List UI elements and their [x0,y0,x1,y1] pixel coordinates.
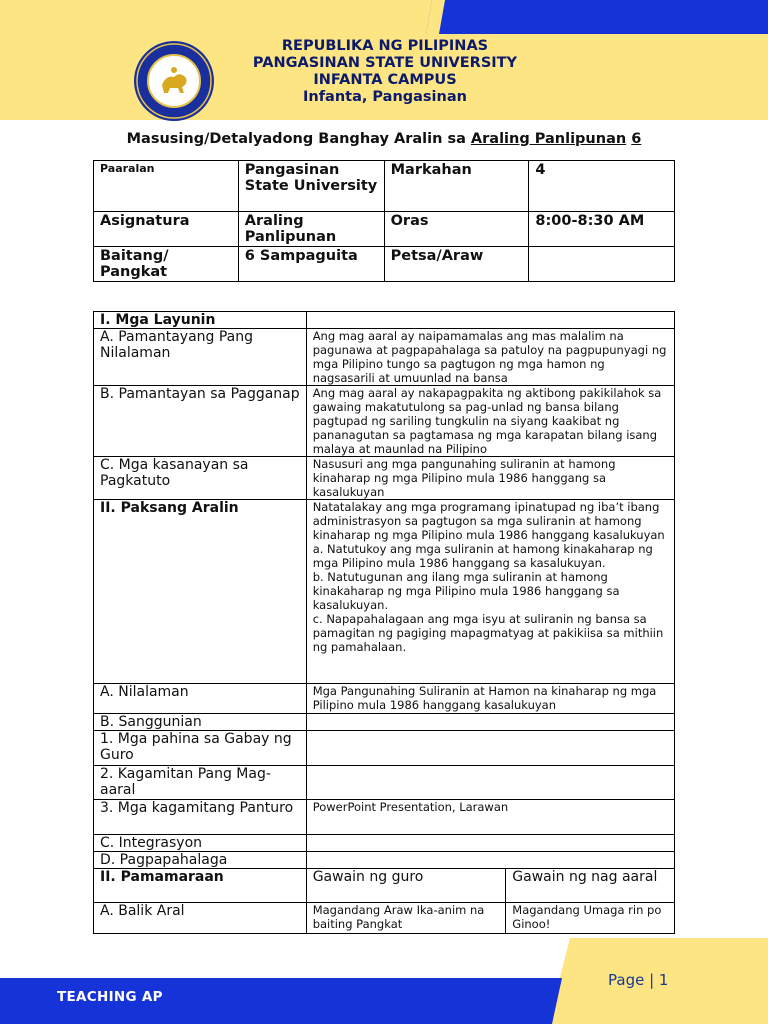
paaralan-value: Pangasinan State University [238,161,384,212]
paaralan-label: Paaralan [94,161,239,212]
kasanayan-label: C. Mga kasanayan sa Pagkatuto [94,457,307,500]
pamantayang-label: A. Pamantayang Pang Nilalaman [94,329,307,386]
nilalaman-label: A. Nilalaman [94,684,307,714]
panturo-label: 3. Mga kagamitang Panturo [94,800,307,835]
pamamaraan-heading: II. Pamamaraan [94,869,307,903]
document-title [0,131,768,147]
republic-line: REPUBLIKA NG PILIPINAS [281,38,489,54]
kagamitan-label: 2. Kagamitan Pang Mag-aaral [94,766,307,800]
balik-aral-guro: Magandang Araw Ika-anim na baiting Pangkat [306,903,506,934]
markahan-value: 4 [529,161,675,212]
layunin-heading: I. Mga Layunin [94,312,307,329]
panturo-value: PowerPoint Presentation, Larawan [306,800,674,835]
location-line: Infanta, Pangasinan [303,89,467,105]
title-subject: Araling Panlipunan [470,131,627,147]
baitang-label: Baitang/ Pangkat [94,247,239,282]
footer-label: TEACHING AP [57,989,163,1005]
asignatura-value: Araling Panlipunan [238,212,384,247]
sanggunian-label: B. Sanggunian [94,714,307,731]
baitang-value: 6 Sampaguita [238,247,384,282]
petsa-value [529,247,675,282]
gawain-guro-header: Gawain ng guro [306,869,506,903]
university-seal-logo [133,40,215,122]
paksang-item-a: a. Natutukoy ang mga suliranin at hamong kinakaharap ng mga Pilipino mula 1986 hanggang sa kasalukuyan. [312,542,653,570]
title-grade: 6 [631,131,642,147]
paksang-intro: Natatalakay ang mga programang ipinatupad ng iba’t ibang administrasyon sa pagtugon sa mga suliranin at hamong kinaharap ng mga Pilipino mula 1986 hanggang kasalukuyan [312,500,665,542]
gawain-aaral-header: Gawain ng nag aaral [506,869,675,903]
balik-aral-label: A. Balik Aral [94,903,307,934]
balik-aral-aaral: Magandang Umaga rin po Ginoo! [506,903,675,934]
integrasyon-label: C. Integrasyon [94,835,307,852]
letterhead [230,38,540,106]
kasanayan-value: Nasusuri ang mga pangunahing suliranin at hamong kinaharap ng mga Pilipino mula 1986 hanggang sa kasalukuyan [306,457,674,500]
markahan-label: Markahan [384,161,529,212]
oras-label: Oras [384,212,529,247]
gabay-label: 1. Mga pahina sa Gabay ng Guro [94,731,307,766]
title-prefix: Masusing/Detalyadong Banghay Aralin sa [126,131,471,147]
nilalaman-value: Mga Pangunahing Suliranin at Hamon na kinaharap ng mga Pilipino mula 1986 hanggang kasalukuyan [306,684,674,714]
paksang-heading: II. Paksang Aralin [94,500,307,684]
pagganap-label: B. Pamantayan sa Pagganap [94,386,307,457]
oras-value: 8:00-8:30 AM [529,212,675,247]
asignatura-label: Asignatura [94,212,239,247]
paksang-item-b: b. Natutugunan ang ilang mga suliranin at hamong kinakaharap ng mga Pilipino mula 1986 hanggang sa kasalukuyan. [312,570,620,612]
pagganap-value: Ang mag aaral ay nakapagpakita ng aktibong pakikilahok sa gawaing makatutulong sa pag-unlad ng bansa bilang pagtupad ng sariling tungkulin na siyang kaakibat ng pananagutan sa pagtamasa ng mga karapatan bilang isang malaya at maunlad na Pilipino [306,386,674,457]
paksang-item-c: c. Napapahalagaan ang mga isyu at suliranin ng bansa sa pamagitan ng pagiging mapagmatyag at pakikiisa sa mithiin ng pamahalaan. [312,612,664,654]
paksang-value [306,500,674,684]
info-table [93,160,675,282]
pamantayang-value: Ang mag aaral ay naipamamalas ang mas malalim na pagunawa at pagpapahalaga sa patuloy na pagpupunyagi ng mga Pilipino tungo sa pagtugon ng mga hamon ng nagsasarili at umuunlad na bansa [306,329,674,386]
header-accent [0,0,768,34]
campus-line: INFANTA CAMPUS [313,72,457,88]
petsa-label: Petsa/Araw [384,247,529,282]
university-line: PANGASINAN STATE UNIVERSITY [252,55,518,71]
pagpapahalaga-label: D. Pagpapahalaga [94,852,307,869]
lesson-plan-table [93,311,675,934]
page-number: Page | 1 [608,971,669,989]
